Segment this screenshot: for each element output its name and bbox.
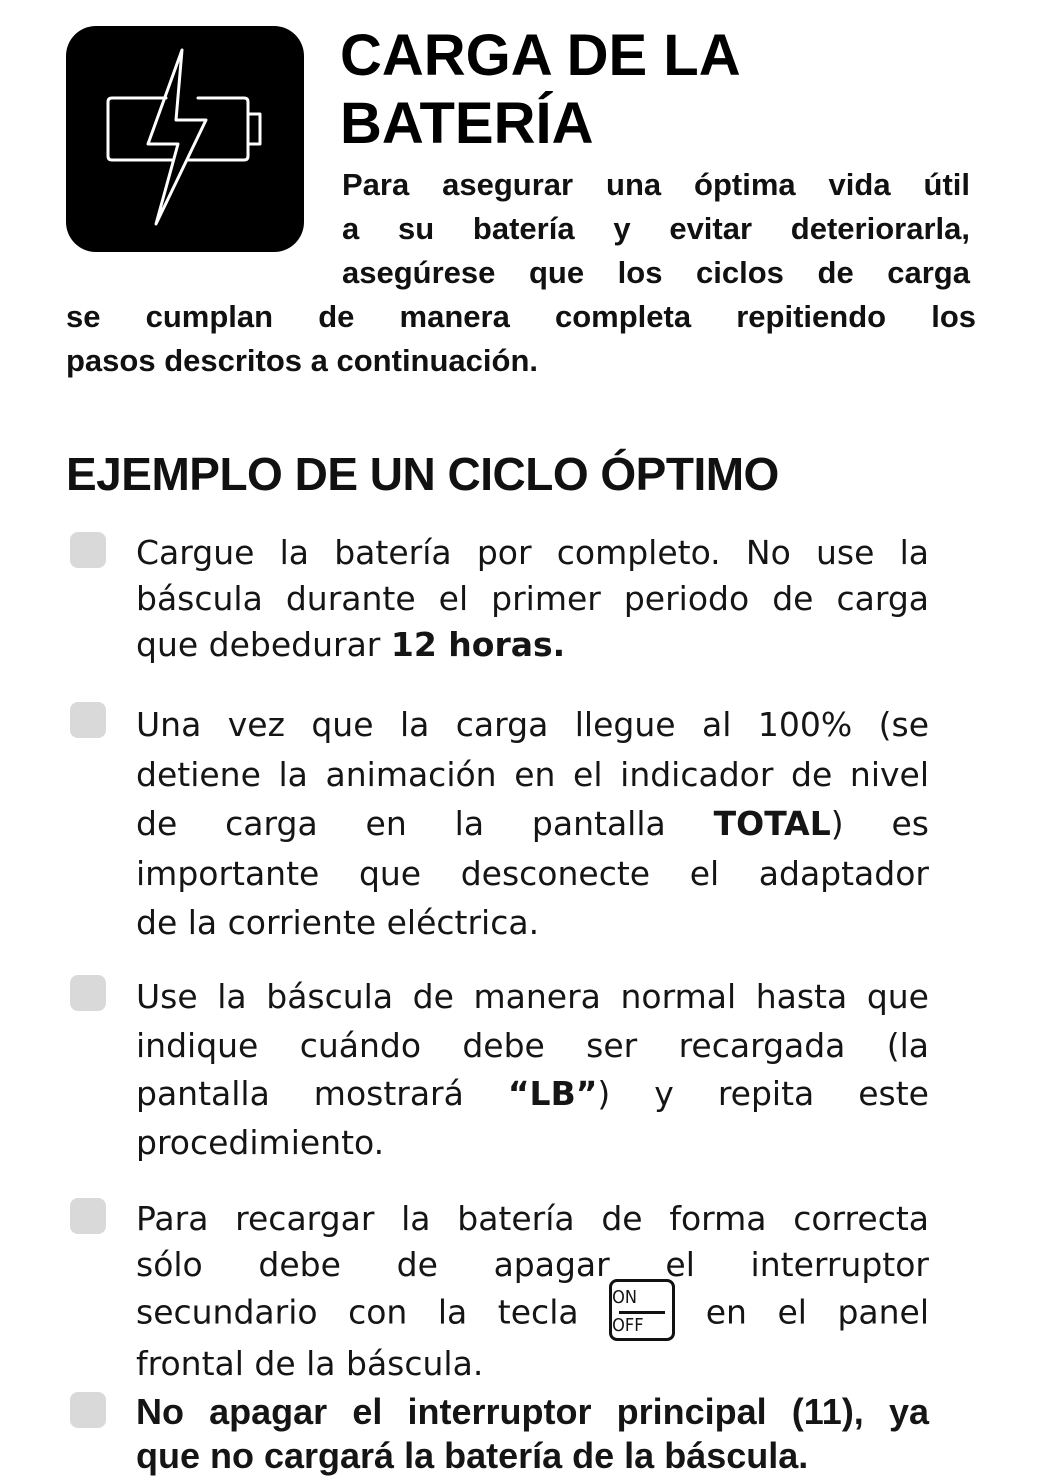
step-item-3 <box>66 973 936 1167</box>
checkbox-icon <box>70 1198 106 1234</box>
checkbox-icon <box>70 702 106 738</box>
checkbox-icon <box>70 532 106 568</box>
step-text <box>136 973 929 1167</box>
step-line: importante que desconecte el adaptador <box>136 853 929 893</box>
step-text-part: en el panel <box>705 1292 930 1332</box>
intro-line: Para asegurar una óptima vida útil <box>342 167 970 202</box>
step-text-part: ) es <box>830 804 929 843</box>
step-text <box>136 700 929 948</box>
step-item-1 <box>66 530 936 668</box>
intro-line: a su batería y evitar deteriorarla, <box>342 211 970 246</box>
intro-paragraph <box>66 163 976 383</box>
step-line: báscula durante el primer periodo de carga <box>136 579 929 618</box>
step-item-4 <box>66 1196 936 1387</box>
step-line <box>136 622 929 668</box>
checkbox-icon <box>70 975 106 1011</box>
key-label-on: ON <box>612 1287 637 1308</box>
step-line <box>136 1287 929 1341</box>
step-text-part: pantalla mostrará <box>136 1074 508 1113</box>
key-label-off: OFF <box>612 1315 644 1336</box>
step-item-5 <box>66 1390 936 1478</box>
title-line-1: CARGA DE LA <box>340 23 741 88</box>
step-item-2 <box>66 700 936 948</box>
on-off-key-icon <box>609 1279 675 1341</box>
step-line: de la corriente eléctrica. <box>136 903 540 942</box>
step-line: Use la báscula de manera normal hasta que <box>136 977 929 1016</box>
step-text-warning <box>136 1390 929 1478</box>
step-text-part: de carga en la pantalla <box>136 804 714 843</box>
step-line: indique cuándo debe ser recargada (la <box>136 1025 929 1065</box>
step-text-part: ) y repita este <box>597 1074 929 1113</box>
emphasis-duration: 12 horas. <box>390 625 566 664</box>
step-line: frontal de la báscula. <box>136 1344 484 1383</box>
step-line <box>136 1070 929 1119</box>
page-title <box>340 22 1020 158</box>
step-text <box>136 530 929 668</box>
step-line: Cargue la batería por completo. No use la <box>136 533 929 572</box>
checkbox-icon <box>70 1392 106 1428</box>
step-text-part: que debedurar <box>136 625 391 664</box>
step-line: Para recargar la batería de forma correcta <box>136 1199 929 1238</box>
step-line <box>136 799 929 849</box>
step-line: procedimiento. <box>136 1122 385 1162</box>
step-line: Una vez que la carga llegue al 100% (se <box>136 705 929 744</box>
step-line: que no cargará la batería de la báscula. <box>136 1435 809 1476</box>
key-divider <box>619 1311 665 1314</box>
emphasis-lb: “LB” <box>507 1074 598 1113</box>
intro-line: asegúrese que los ciclos de carga <box>342 255 970 290</box>
title-line-2: BATERÍA <box>340 91 594 156</box>
emphasis-total: TOTAL <box>713 804 831 843</box>
step-text-part: secundario con la tecla <box>136 1292 579 1332</box>
intro-line: se cumplan de manera completa repitiendo los <box>66 299 976 334</box>
section-title: EJEMPLO DE UN CICLO ÓPTIMO <box>66 448 779 500</box>
step-line: No apagar el interruptor principal (11), ya <box>136 1391 929 1432</box>
step-line: sólo debe de apagar el interruptor <box>136 1244 929 1284</box>
step-line: detiene la animación en el indicador de nivel <box>136 754 929 794</box>
intro-line: pasos descritos a continuación. <box>66 343 539 378</box>
step-text <box>136 1196 929 1387</box>
